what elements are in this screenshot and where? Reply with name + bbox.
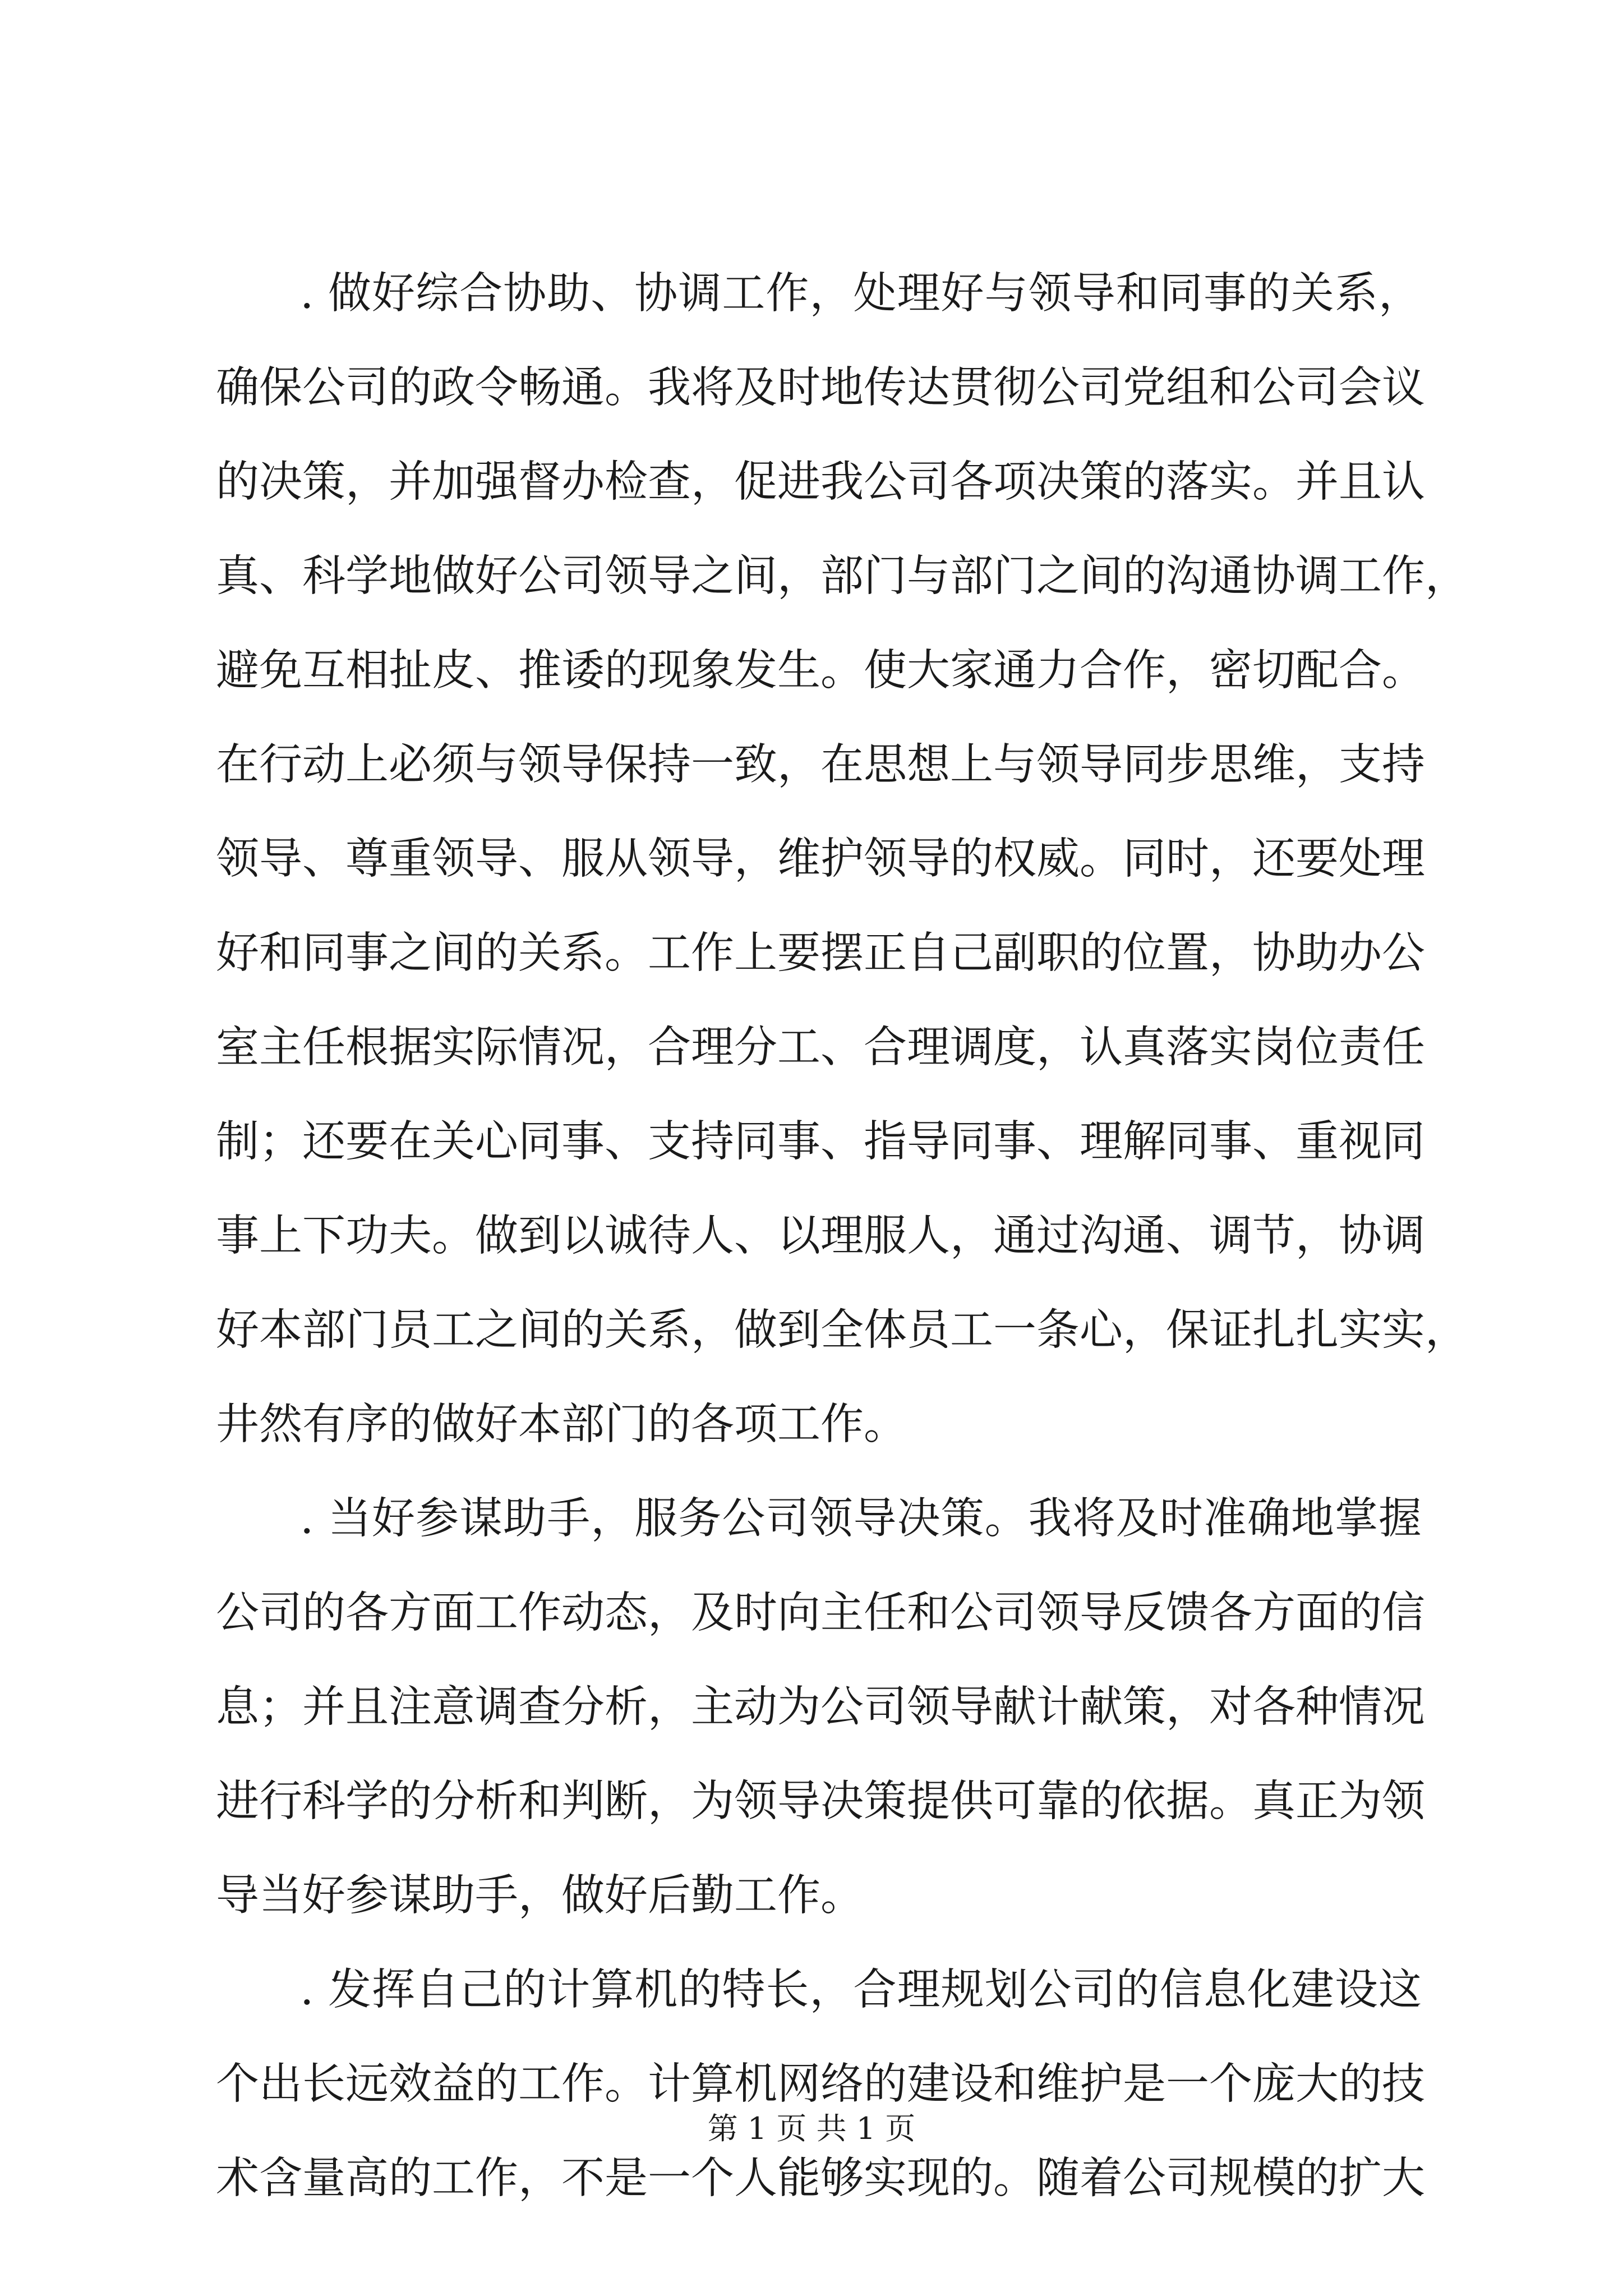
paragraph-line: 个出长远效益的工作。计算机网络的建设和维护是一个庞大的技 (216, 2059, 1425, 2109)
paragraph-line: 好本部门员工之间的关系，做到全体员工一条心，保证扎扎实实， (216, 1305, 1468, 1355)
paragraph-line: 制；还要在关心同事、支持同事、指导同事、理解同事、重视同 (216, 1117, 1425, 1167)
paragraph-line: 室主任根据实际情况，合理分工、合理调度，认真落实岗位责任 (216, 1023, 1425, 1073)
document-body (216, 247, 1468, 2226)
paragraph-line: 息；并且注意调查分析，主动为公司领导献计献策，对各种情况 (216, 1682, 1425, 1732)
paragraph-line: 确保公司的政令畅通。我将及时地传达贯彻公司党组和公司会议 (216, 363, 1425, 413)
paragraph-line: 导当好参谋助手，做好后勤工作。 (216, 1871, 864, 1921)
paragraph-line: 真、科学地做好公司领导之间，部门与部门之间的沟通协调工作， (216, 551, 1468, 601)
paragraph-line: 术含量高的工作，不是一个人能够实现的。随着公司规模的扩大 (216, 2154, 1425, 2203)
paragraph-3 (216, 1943, 1425, 2226)
paragraph-line: . 做好综合协助、协调工作，处理好与领导和同事的关系， (300, 269, 1422, 319)
paragraph-line: 进行科学的分析和判断，为领导决策提供可靠的依据。真正为领 (216, 1777, 1425, 1826)
paragraph-line: . 当好参谋助手，服务公司领导决策。我将及时准确地掌握 (300, 1494, 1422, 1544)
paragraph-line: . 发挥自己的计算机的特长，合理规划公司的信息化建设这 (300, 1965, 1422, 2015)
paragraph-2 (216, 1472, 1425, 1943)
paragraph-line: 井然有序的做好本部门的各项工作。 (216, 1400, 907, 1450)
page-footer: 第 1 页 共 1 页 (707, 2111, 916, 2146)
paragraph-line: 的决策，并加强督办检查，促进我公司各项决策的落实。并且认 (216, 457, 1425, 507)
paragraph-line: 在行动上必须与领导保持一致，在思想上与领导同步思维，支持 (216, 740, 1425, 790)
paragraph-line: 避免互相扯皮、推诿的现象发生。使大家通力合作，密切配合。 (216, 646, 1425, 696)
paragraph-1 (216, 247, 1468, 1472)
paragraph-line: 好和同事之间的关系。工作上要摆正自己副职的位置，协助办公 (216, 928, 1425, 978)
paragraph-line: 公司的各方面工作动态，及时向主任和公司领导反馈各方面的信 (216, 1588, 1425, 1638)
paragraph-line: 事上下功夫。做到以诚待人、以理服人，通过沟通、调节，协调 (216, 1211, 1425, 1261)
paragraph-line: 领导、尊重领导、服从领导，维护领导的权威。同时，还要处理 (216, 834, 1425, 884)
